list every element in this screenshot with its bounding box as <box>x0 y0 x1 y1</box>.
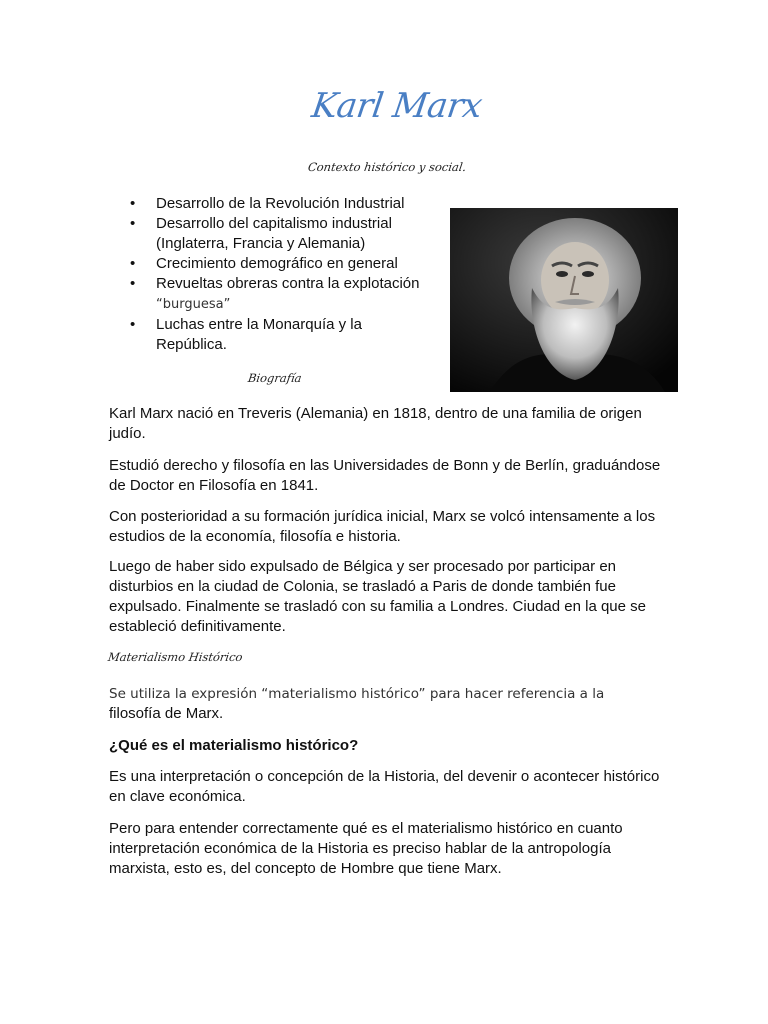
bullet-icon: • <box>130 316 136 333</box>
bio-paragraph: Luego de haber sido expulsado de Bélgica y ser procesado por participar en disturbios en la ciudad de Colonia, se trasladó a Paris de donde también fue expulsado. Finalmente se trasladó con su familia a Londres. Ciudad en la que se estableció definitivamente. <box>109 558 646 635</box>
bullet-icon: • <box>130 275 136 292</box>
portrait-image <box>450 208 678 392</box>
list-item: • Revueltas obreras contra la explotación “burguesa” <box>130 275 420 312</box>
list-item: • Crecimiento demográfico en general <box>130 255 398 272</box>
materialism-heading: Materialismo Histórico <box>107 650 244 664</box>
bio-paragraph: Karl Marx nació en Treveris (Alemania) en 1818, dentro de una familia de origen judío. <box>109 405 642 442</box>
subtitle-context: Contexto histórico y social. <box>307 160 468 174</box>
list-item: • Luchas entre la Monarquía y la República. <box>130 316 362 353</box>
bio-paragraph: Estudió derecho y filosofía en las Universidades de Bonn y de Berlín, graduándose de Doctor en Filosofía en 1841. <box>109 457 661 494</box>
biography-heading: Biografía <box>247 371 303 385</box>
bullet-icon: • <box>130 215 136 232</box>
materialism-intro <box>109 684 664 724</box>
quoted-word: “burguesa” <box>156 297 231 312</box>
bio-paragraph: Con posterioridad a su formación jurídica inicial, Marx se volcó intensamente a los estudios de la economía, filosofía e historia. <box>109 508 656 545</box>
bullet-icon: • <box>130 195 136 212</box>
list-item: • Desarrollo del capitalismo industrial (Inglaterra, Francia y Alemania) <box>130 215 392 252</box>
list-item: • Desarrollo de la Revolución Industrial <box>130 195 405 212</box>
document-title: Karl Marx <box>309 86 485 126</box>
bullet-icon: • <box>130 255 136 272</box>
context-list <box>130 194 430 355</box>
answer-paragraph: Pero para entender correctamente qué es el materialismo histórico en cuanto interpretación económica de la Historia es preciso hablar de la antropología marxista, esto es, del concepto de Hombre que tiene Marx. <box>109 820 623 877</box>
materialism-intro-tail: filosofía de Marx. <box>109 705 224 722</box>
answer-paragraph: Es una interpretación o concepción de la Historia, del devenir o acontecer histórico en clave económica. <box>109 768 660 805</box>
portrait-photo-icon <box>450 208 678 392</box>
materialism-intro-line: Se utiliza la expresión “materialismo histórico” para hacer referencia a la <box>109 686 605 702</box>
question-heading: ¿Qué es el materialismo histórico? <box>109 737 359 754</box>
